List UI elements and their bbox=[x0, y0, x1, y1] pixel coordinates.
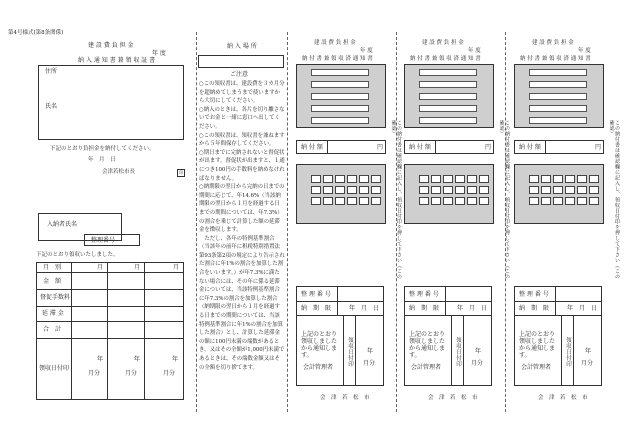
stamp-grid bbox=[529, 175, 599, 206]
slip-ref-label: 整 理 番 号 bbox=[301, 291, 331, 298]
slip-amount-label: 納 付 額 bbox=[301, 144, 323, 151]
slip-address-area bbox=[404, 64, 494, 128]
slip-ref-label: 整 理 番 号 bbox=[519, 291, 549, 298]
slip-due-value: 年 月 日 bbox=[457, 305, 488, 312]
note-5: ○納期限の翌日から完納の日までの期間に応じて、年14.6%（当該納期限の翌日から１月を経過する日までの期間については、年7.3%）の割合を乗じて計算した額の延滞金を徴収します。 bbox=[199, 184, 285, 234]
name-label: 氏名 bbox=[45, 103, 58, 110]
slip-nen: 年 bbox=[475, 348, 482, 355]
slip-stamp-label: 領収日付印 bbox=[347, 337, 354, 367]
gatsu-3: 月分 bbox=[163, 370, 176, 377]
payment-place-box bbox=[198, 55, 284, 68]
issuer-seal: 印 bbox=[179, 170, 183, 175]
slip-title1: 建 設 費 負 担 金 bbox=[314, 40, 356, 46]
slip-1 bbox=[292, 0, 390, 442]
slip-2 bbox=[400, 0, 498, 442]
form-number: 第4号様式(第8条関係) bbox=[8, 30, 64, 36]
slip-due-value: 年 月 日 bbox=[349, 305, 380, 312]
row-label-fee: 督促手数料 bbox=[40, 294, 71, 301]
slip-msg: 上記のとおり領収しましたから通知します。 bbox=[409, 331, 446, 359]
slip-stamp-label: 領収日付印 bbox=[565, 337, 572, 367]
month-col-1: 月 bbox=[97, 264, 104, 271]
slip-amount-box bbox=[404, 140, 494, 154]
slip-nen: 年 bbox=[585, 348, 592, 355]
notes-block bbox=[199, 80, 285, 372]
slip-yen: 円 bbox=[377, 144, 384, 151]
slip-yen: 円 bbox=[485, 144, 492, 151]
stamp-grid bbox=[419, 175, 489, 206]
left-title-year: 年 度 bbox=[152, 50, 166, 57]
note-1: ○この領収書は、建設費を３カ月分を超納めてしまうまで使いますから大切にしてください。 bbox=[199, 81, 285, 105]
gatsu-1: 月分 bbox=[88, 370, 101, 377]
slip-clerk: 会計管理者 bbox=[521, 364, 552, 371]
slip-info-box bbox=[296, 286, 384, 386]
address-box bbox=[38, 65, 184, 140]
stamp-grid bbox=[311, 175, 381, 206]
slip-stamp-area bbox=[514, 164, 604, 224]
nen-3: 年 bbox=[172, 356, 179, 363]
slip-yen: 円 bbox=[595, 144, 602, 151]
row-label-late: 延 滞 金 bbox=[42, 310, 64, 317]
slip-footer: 会 津 若 松 市 bbox=[428, 395, 478, 401]
issuer-name: 会津若松市長 bbox=[102, 169, 136, 175]
slip-footer: 会 津 若 松 市 bbox=[538, 395, 588, 401]
note-4: ○期日までに完納されないと督促状が出ます。督促状が出ますと、１通につき100円の手数料を納めなければなりません。 bbox=[199, 149, 285, 182]
row-label-stamp: 領収日付印 bbox=[39, 365, 70, 372]
slip-3-side-note: この納付書は確認欄に記入し、領収日付印を押して下さい（この確認） bbox=[608, 120, 620, 280]
row-label-total: 合 計 bbox=[43, 326, 62, 333]
slip-amount-label: 納 付 額 bbox=[519, 144, 541, 151]
note-3: ○この領収書は、領収書を兼ねますから５年間保存してください。 bbox=[199, 132, 285, 148]
slip-amount-label: 納 付 額 bbox=[409, 144, 431, 151]
slip-stamp-area bbox=[404, 164, 494, 224]
slip-due-label: 納 期 限 bbox=[301, 305, 332, 312]
slip-year: 年 度 bbox=[360, 48, 373, 54]
ref-box bbox=[84, 234, 140, 246]
slip-1-side-note: この納付書は確認欄に記入し、領収日付印を押して下さい（この確認） bbox=[390, 120, 402, 280]
left-title-line2: 納 入 通 知 書 兼 領 収 証 書 bbox=[78, 57, 156, 64]
slip-clerk: 会計管理者 bbox=[303, 364, 334, 371]
slip-due-label: 納 期 限 bbox=[519, 305, 550, 312]
slip-msg: 上記のとおり領収しましたから通知します。 bbox=[301, 331, 338, 359]
slip-year: 年 度 bbox=[578, 48, 591, 54]
slip-footer: 会 津 若 松 市 bbox=[320, 395, 370, 401]
slip-info-box bbox=[404, 286, 492, 386]
nen-1: 年 bbox=[97, 356, 104, 363]
slip-address-area bbox=[514, 64, 604, 128]
slip-amount-box bbox=[296, 140, 386, 154]
slip-stamp-label: 領収日付印 bbox=[455, 337, 462, 367]
notice-text: 下記のとおり負担金を納付してください。 bbox=[50, 146, 155, 152]
slip-title2: 納 付 書 兼 領 収 済 通 知 書 bbox=[302, 56, 373, 62]
slip-title2: 納 付 書 兼 領 収 済 通 知 書 bbox=[410, 56, 481, 62]
row-label-month: 月 別 bbox=[43, 264, 62, 271]
nen-2: 年 bbox=[134, 356, 141, 363]
gatsu-2: 月分 bbox=[125, 370, 138, 377]
row-label-amount: 金 額 bbox=[43, 278, 62, 285]
slip-amount-box bbox=[514, 140, 604, 154]
slip-address-area bbox=[296, 64, 386, 128]
issue-date: 年 月 日 bbox=[88, 157, 116, 163]
slip-title2: 納 付 書 兼 領 収 済 通 知 書 bbox=[520, 56, 591, 62]
slip-gatsu: 月分 bbox=[471, 360, 484, 367]
slip-clerk: 会計管理者 bbox=[411, 364, 442, 371]
address-label: 住所 bbox=[45, 68, 58, 75]
slip-due-label: 納 期 限 bbox=[409, 305, 440, 312]
slip-stamp-area bbox=[296, 164, 386, 224]
slip-gatsu: 月分 bbox=[581, 360, 594, 367]
payer-name-label: 入納者氏名 bbox=[47, 221, 78, 228]
slip-ref-label: 整 理 番 号 bbox=[409, 291, 439, 298]
left-title-line1: 建 設 費 負 担 金 bbox=[88, 42, 134, 49]
slip-2-side-note: この納付書は確認欄に記入し、領収日付印を押して下さい（この確認） bbox=[498, 120, 510, 280]
ref-label: 整理番号 bbox=[91, 237, 116, 244]
slip-msg: 上記のとおり領収しましたから通知します。 bbox=[519, 331, 556, 359]
slip-title1: 建 設 費 負 担 金 bbox=[532, 40, 574, 46]
slip-3 bbox=[510, 0, 608, 442]
slip-year: 年 度 bbox=[468, 48, 481, 54]
slip-title1: 建 設 費 負 担 金 bbox=[422, 40, 464, 46]
slip-gatsu: 月分 bbox=[363, 360, 376, 367]
month-col-3: 月 bbox=[173, 264, 180, 271]
notes-title: ご注意 bbox=[230, 71, 249, 78]
note-2: ○納入のときは、各片を切り離さないでお金と一緒に窓口へ出してください。 bbox=[199, 106, 285, 130]
slip-info-box bbox=[514, 286, 602, 386]
slip-nen: 年 bbox=[367, 348, 374, 355]
slip-due-value: 年 月 日 bbox=[567, 305, 598, 312]
note-6: ただし、各年の特例基準割合（当該年の前年に租税特別措置法第93条第2項の規定により告示された割合に年1%の割合を加算した割合をいいます。）が年7.3%に満たない場合には、その年に係る延滞金については、当該特例基準割合に年7.3%の割合を加算した割合（納期限の翌日から１月を経過する日までの期間については、当該特例基準割合に年1%の割合を加算した割合）とし、計算した延滞金の額に100円未満の端数があるとき、又はその全額が1,000円未満であるときは、その端数金額又はその全額を切り捨てます。 bbox=[199, 235, 285, 371]
payment-place-header: 納 入 場 所 bbox=[227, 43, 257, 50]
month-col-2: 月 bbox=[134, 264, 141, 271]
receipt-table-title: 下記のとおり領収いたしました。 bbox=[36, 252, 119, 258]
